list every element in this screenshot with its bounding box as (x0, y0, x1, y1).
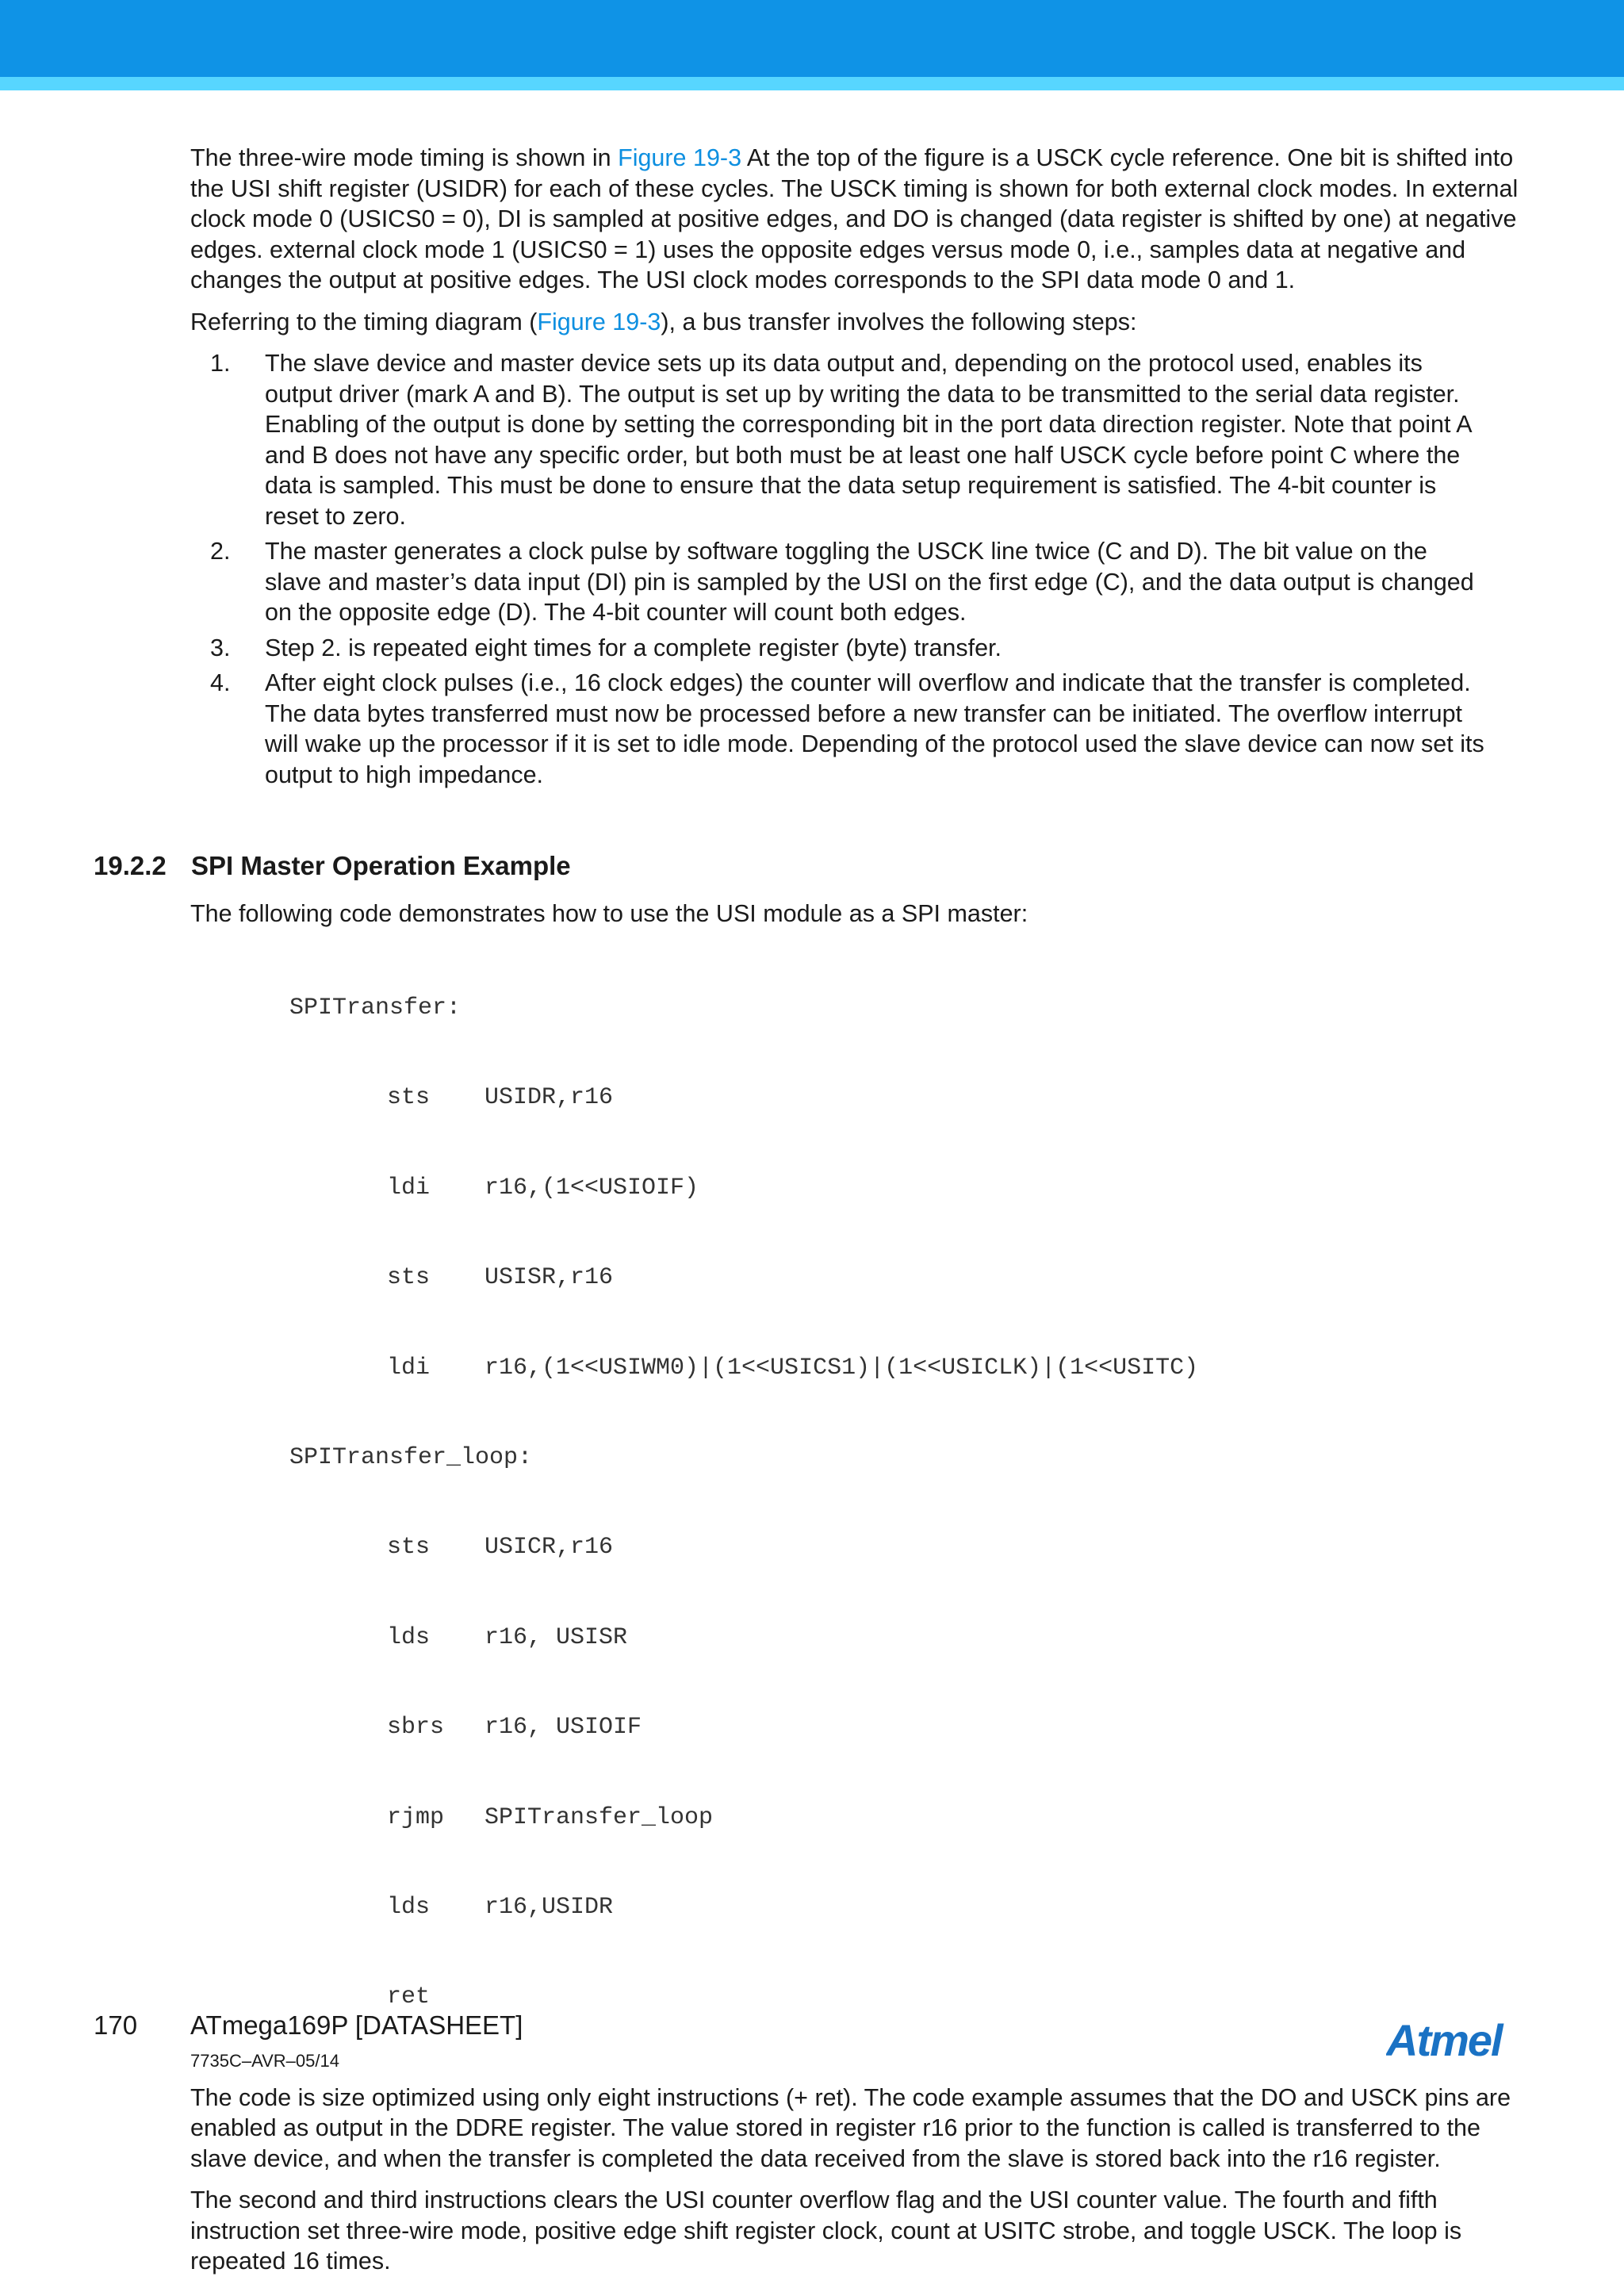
code-line (190, 1263, 1526, 1293)
paragraph-text: The three-wire mode timing is shown in (190, 144, 619, 171)
code-label: SPITransfer: (289, 995, 462, 1022)
list-number: 1. (210, 350, 231, 377)
header-band (0, 0, 1624, 77)
code-line (190, 1713, 1526, 1743)
figure-link[interactable]: Figure 19-3 (537, 308, 661, 335)
page-number: 170 (94, 2010, 138, 2040)
section-number: 19.2.2 (94, 851, 167, 880)
code-intro: The following code demonstrates how to use the USI module as a SPI master: (190, 900, 1028, 927)
code-line (190, 1354, 1526, 1384)
paragraph-timing (190, 143, 1526, 296)
body-text (190, 143, 1526, 795)
code-op: lds (387, 1894, 431, 1921)
document-code: 7735C–AVR–05/14 (190, 2051, 339, 2071)
code-arg: USISR,r16 (485, 1264, 614, 1292)
steps-list (190, 348, 1526, 790)
code-op: sts (387, 1534, 431, 1562)
paragraph-instruction-notes: The second and third instructions clears the USI counter overflow flag and the USI counter value. The fourth and fifth instruction set three-wire mode, positive edge shift register clock, count at USITC strobe, and toggle USCK. The loop is repeated 16 times. (190, 2186, 1462, 2275)
code-op: rjmp (387, 1803, 445, 1831)
list-item (190, 348, 1526, 531)
code-arg: r16,(1<<USIOIF) (485, 1174, 699, 1201)
code-op: lds (387, 1623, 431, 1651)
code-block (190, 934, 1526, 2073)
list-item (190, 668, 1526, 790)
paragraph-text: ), a bus transfer involves the following steps: (661, 308, 1137, 335)
list-item (190, 633, 1526, 664)
document-title: ATmega169P [DATASHEET] (190, 2010, 523, 2040)
paragraph-text: At the top of the figure is a USCK cycle reference. One bit is shifted into the USI shift register (USIDR) for each of these cycles. The USCK timing is shown for both external clock modes. In external clock mode 0 (USICS0 = 0), DI is sampled at positive edges, and DO is changed (data register is shifted by one) at negative edges. external clock mode 1 (USICS0 = 1) uses the opposite edges versus mode 0, i.e., samples data at negative and changes the output at positive edges. The USI clock modes corresponds to the SPI data mode 0 and 1. (190, 144, 1519, 293)
code-line (190, 1893, 1526, 1923)
code-op: sbrs (387, 1714, 445, 1742)
code-line (190, 1174, 1526, 1204)
code-op: ret (387, 1983, 431, 2011)
code-line (190, 1533, 1526, 1563)
section-title: SPI Master Operation Example (191, 851, 571, 880)
figure-link[interactable]: Figure 19-3 (618, 144, 742, 171)
list-text: After eight clock pulses (i.e., 16 clock edges) the counter will overflow and indicate that the transfer is completed. The data bytes transferred must now be processed before a new transfer can be initiated. The overflow interrupt will wake up the processor if it is set to idle mode. Depending of the protocol used the slave device can now set its output to high impedance. (265, 669, 1484, 788)
list-text: Step 2. is repeated eight times for a complete register (byte) transfer. (265, 634, 1002, 661)
list-text: The slave device and master device sets up its data output and, depending on the protocol used, enables its output driver (mark A and B). The output is set up by writing the data to be transmitted to the serial data register. Enabling of the output is done by setting the corresponding bit in the port data direction register. Note that point A and B does not have any specific order, but both must be at least one half USCK cycle before point C where the data is sampled. This must be done to ensure that the data setup requirement is satisfied. The 4-bit counter is reset to zero. (265, 350, 1471, 530)
code-op: sts (387, 1264, 431, 1292)
code-arg: r16,(1<<USIWM0)|(1<<USICS1)|(1<<USICLK)|(1<<USITC) (485, 1354, 1199, 1382)
code-line (190, 1623, 1526, 1654)
section-heading (94, 849, 571, 883)
header-stripe (0, 77, 1624, 90)
code-op: sts (387, 1084, 431, 1112)
atmel-logo (1386, 2014, 1533, 2065)
list-number: 4. (210, 669, 231, 696)
code-label: SPITransfer_loop: (289, 1444, 533, 1472)
code-arg: SPITransfer_loop (485, 1803, 714, 1831)
list-number: 3. (210, 634, 231, 661)
code-line (190, 1983, 1526, 2013)
code-arg: r16, USISR (485, 1623, 628, 1651)
list-number: 2. (210, 538, 231, 565)
section-body (190, 899, 1526, 2288)
paragraph-code-notes: The code is size optimized using only eight instructions (+ ret). The code example assumes that the DO and USCK pins are enabled as output in the DDRE register. The value stored in register r16 prior to the function is called is transferred to the slave device, and when the transfer is completed the data received from the slave is stored back into the r16 register. (190, 2083, 1511, 2172)
paragraph-steps-intro (190, 307, 1526, 338)
list-item (190, 536, 1526, 628)
code-op: ldi (387, 1174, 431, 1201)
logo-text: Atmel (1386, 2015, 1502, 2065)
code-line (190, 1803, 1526, 1834)
list-text: The master generates a clock pulse by software toggling the USCK line twice (C and D). The bit value on the slave and master’s data input (DI) pin is sampled by the USI on the first edge (C), and the data output is changed on the opposite edge (D). The 4-bit counter will count both edges. (265, 538, 1474, 626)
code-arg: r16, USIOIF (485, 1714, 642, 1742)
code-arg: USICR,r16 (485, 1534, 614, 1562)
code-arg: r16,USIDR (485, 1894, 614, 1921)
code-line (190, 1083, 1526, 1113)
paragraph-text: Referring to the timing diagram ( (190, 308, 538, 335)
code-op: ldi (387, 1354, 431, 1382)
code-arg: USIDR,r16 (485, 1084, 614, 1112)
